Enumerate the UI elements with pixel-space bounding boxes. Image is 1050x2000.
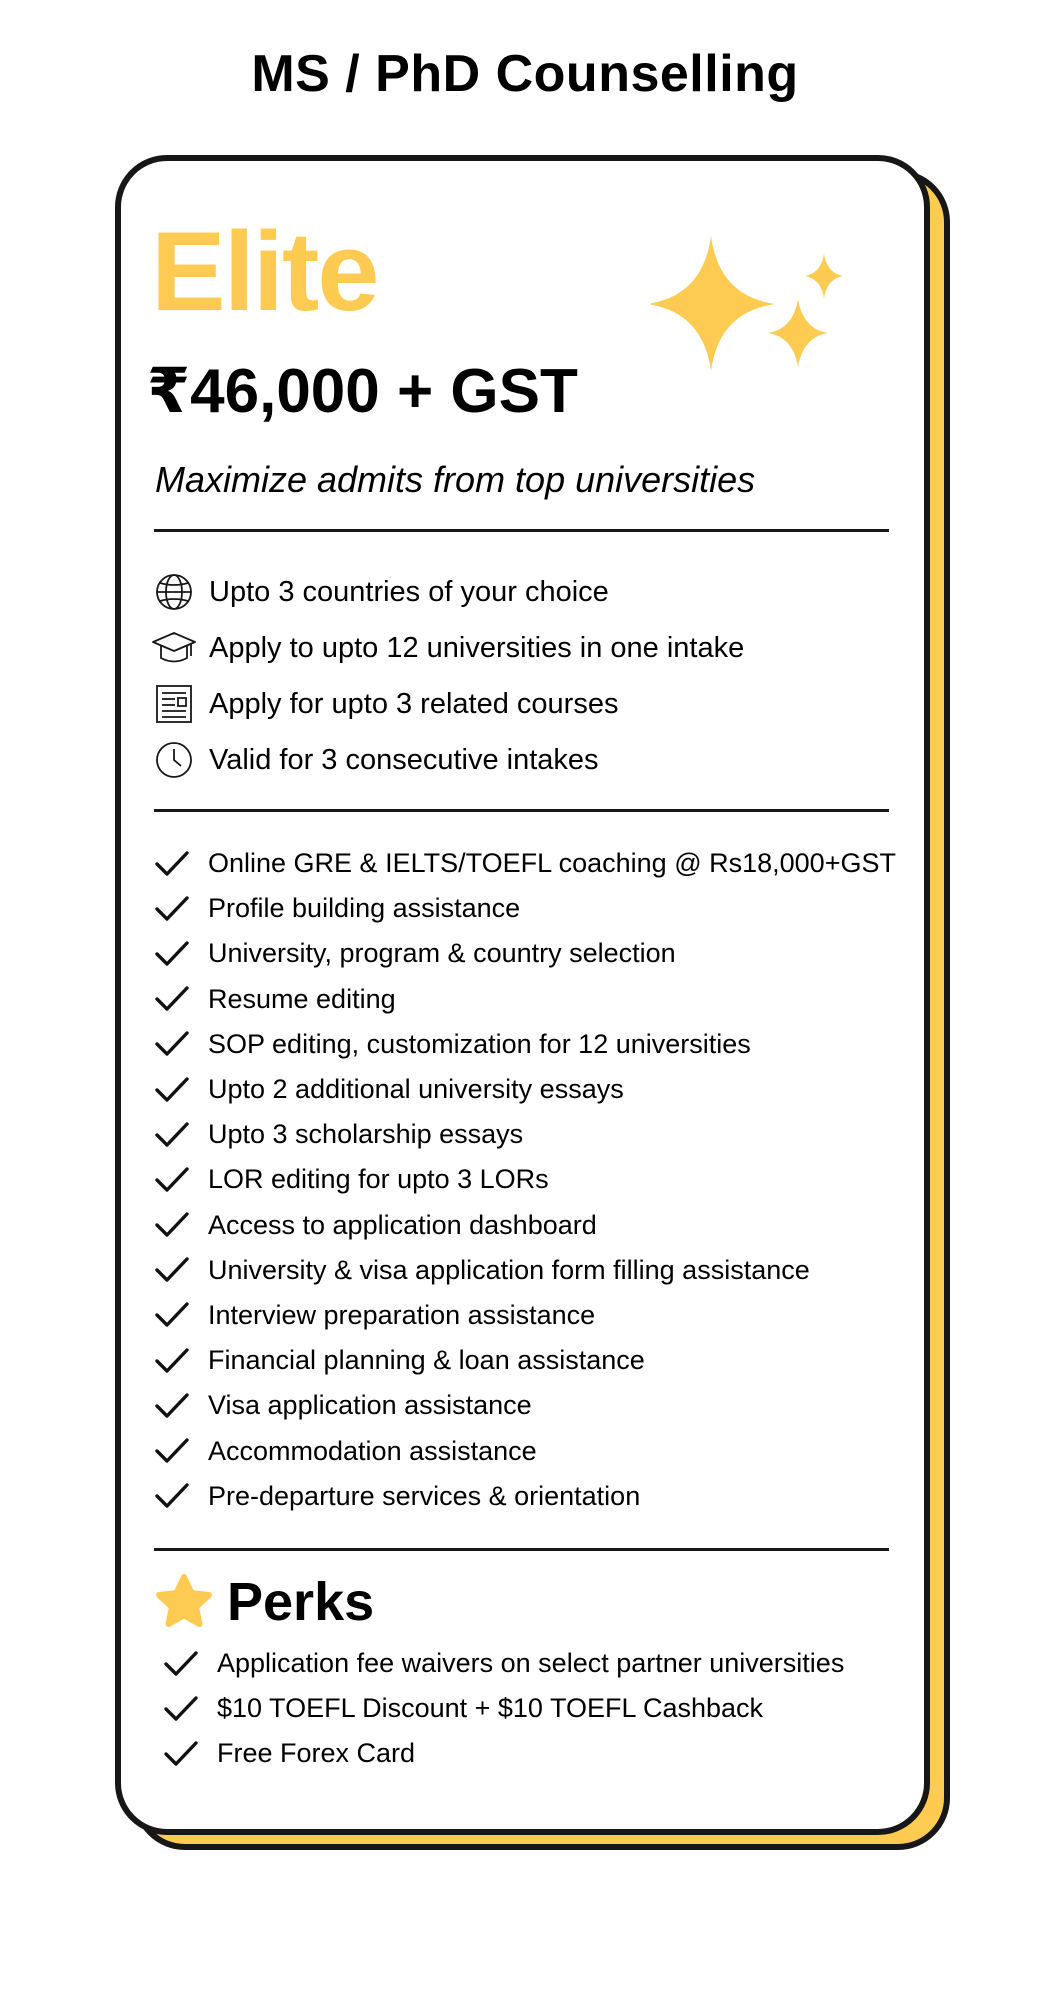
check-icon — [154, 1210, 190, 1240]
feature-item-text: Visa application assistance — [208, 1390, 532, 1421]
document-icon — [151, 681, 197, 727]
check-icon — [163, 1739, 199, 1769]
feature-item-text: Pre-departure services & orientation — [208, 1480, 641, 1511]
highlight-text: Valid for 3 consecutive intakes — [209, 743, 599, 776]
feature-item-text: Financial planning & loan assistance — [208, 1345, 645, 1376]
feature-item — [154, 977, 896, 1022]
feature-item-text: Interview preparation assistance — [208, 1299, 596, 1330]
feature-item — [154, 1157, 896, 1202]
feature-item-text: Online GRE & IELTS/TOEFL coaching @ Rs18,000+GST — [208, 848, 896, 879]
feature-item-text: Upto 2 additional university essays — [208, 1074, 624, 1105]
perks-list — [163, 1641, 844, 1777]
feature-item — [154, 1022, 896, 1067]
highlight-text: Apply to upto 12 universities in one intake — [209, 631, 745, 664]
sparkles-icon — [651, 221, 871, 421]
check-icon — [163, 1694, 199, 1724]
highlight-item — [151, 676, 744, 732]
feature-item — [154, 1474, 896, 1519]
check-icon — [154, 1436, 190, 1466]
check-icon — [154, 1165, 190, 1195]
perk-item-text: Free Forex Card — [217, 1738, 416, 1769]
feature-item — [154, 1112, 896, 1157]
divider — [154, 809, 889, 812]
feature-item — [154, 841, 896, 886]
highlight-text: Upto 3 countries of your choice — [209, 575, 609, 608]
feature-item-text: Access to application dashboard — [208, 1209, 597, 1240]
perk-item-text: $10 TOEFL Discount + $10 TOEFL Cashback — [217, 1693, 764, 1724]
check-icon — [163, 1649, 199, 1679]
pricing-card — [115, 155, 930, 1835]
feature-item — [154, 886, 896, 931]
highlight-text: Apply for upto 3 related courses — [209, 687, 619, 720]
feature-item-text: Profile building assistance — [208, 893, 521, 924]
plan-price: ₹46,000 + GST — [147, 357, 578, 426]
star-icon — [153, 1572, 215, 1632]
check-icon — [154, 1391, 190, 1421]
check-icon — [154, 939, 190, 969]
feature-item — [154, 1067, 896, 1112]
features-list — [154, 841, 896, 1519]
feature-item — [154, 1248, 896, 1293]
feature-item-text: Upto 3 scholarship essays — [208, 1119, 524, 1150]
page-title: MS / PhD Counselling — [251, 45, 799, 103]
globe-icon — [151, 569, 197, 615]
perk-item-text: Application fee waivers on select partner universities — [217, 1648, 845, 1679]
perk-item — [163, 1686, 844, 1731]
feature-item — [154, 1383, 896, 1428]
check-icon — [154, 894, 190, 924]
perks-header — [153, 1571, 374, 1633]
divider — [154, 529, 889, 532]
check-icon — [154, 1300, 190, 1330]
feature-item — [154, 1203, 896, 1248]
clock-icon — [151, 737, 197, 783]
feature-item-text: University, program & country selection — [208, 938, 676, 969]
feature-item-text: Accommodation assistance — [208, 1435, 537, 1466]
feature-item — [154, 1338, 896, 1383]
perk-item — [163, 1641, 844, 1686]
perk-item — [163, 1731, 844, 1776]
check-icon — [154, 1029, 190, 1059]
check-icon — [154, 1120, 190, 1150]
graduation-cap-icon — [151, 625, 197, 671]
check-icon — [154, 984, 190, 1014]
highlight-item — [151, 564, 744, 620]
check-icon — [154, 849, 190, 879]
feature-item — [154, 1428, 896, 1473]
feature-item — [154, 1293, 896, 1338]
check-icon — [154, 1346, 190, 1376]
check-icon — [154, 1255, 190, 1285]
highlight-item — [151, 732, 744, 788]
plan-name: Elite — [151, 209, 378, 334]
perks-title: Perks — [227, 1572, 375, 1632]
check-icon — [154, 1075, 190, 1105]
divider — [154, 1548, 889, 1551]
check-icon — [154, 1481, 190, 1511]
feature-item-text: Resume editing — [208, 983, 396, 1014]
feature-item — [154, 931, 896, 976]
highlight-item — [151, 620, 744, 676]
plan-tagline: Maximize admits from top universities — [155, 459, 756, 500]
feature-item-text: SOP editing, customization for 12 universities — [208, 1028, 751, 1059]
feature-item-text: University & visa application form filling assistance — [208, 1254, 810, 1285]
highlights-list — [151, 564, 744, 788]
feature-item-text: LOR editing for upto 3 LORs — [208, 1164, 549, 1195]
